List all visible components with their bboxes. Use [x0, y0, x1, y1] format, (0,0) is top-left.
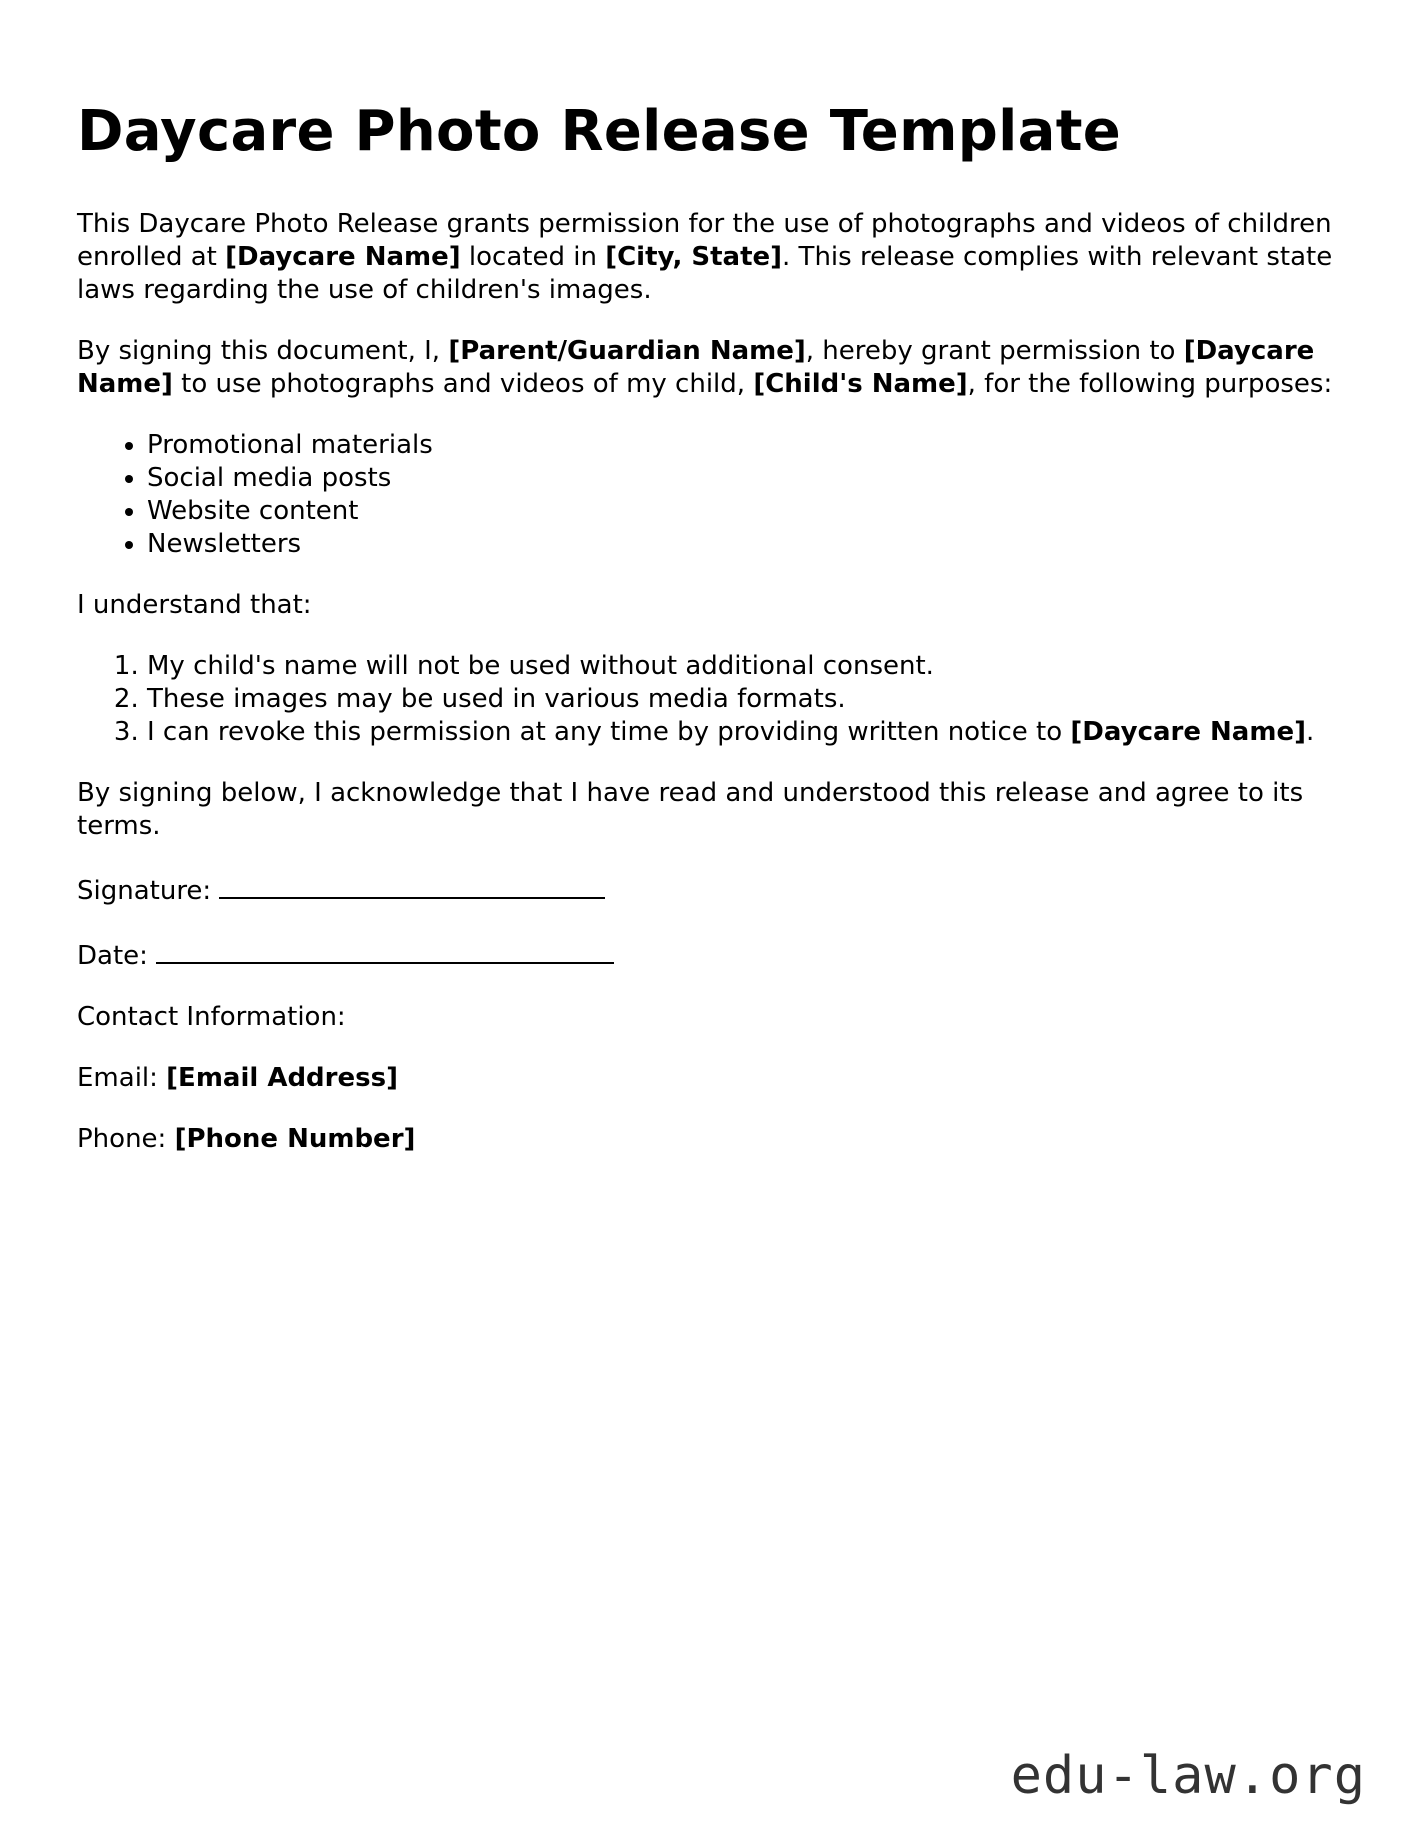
phone-label: Phone: — [77, 1124, 175, 1154]
daycare-name-placeholder: [Daycare Name] — [225, 242, 461, 272]
document-title: Daycare Photo Release Template — [77, 99, 1122, 164]
signature-line[interactable] — [219, 871, 605, 899]
contact-label: Contact Information: — [77, 1002, 346, 1032]
child-name-placeholder: [Child's Name] — [753, 369, 968, 399]
phone-placeholder: [Phone Number] — [174, 1124, 416, 1154]
grant-text-2: , hereby grant permission to — [805, 336, 1184, 366]
grant-paragraph — [77, 335, 1347, 401]
date-label: Date: — [77, 941, 157, 971]
revoke-text: I can revoke this permission at any time by providing written notice to — [147, 717, 1071, 747]
list-item: 2. These images may be used in various media formats. — [147, 683, 1347, 716]
list-item — [147, 716, 1347, 749]
city-state-placeholder: [City, State] — [605, 242, 783, 272]
parent-name-placeholder: [Parent/Guardian Name] — [448, 336, 806, 366]
intro-text-1: This Daycare Photo Release grants permission for the use of photographs and videos of children enrolled at — [77, 209, 1332, 272]
acknowledge-paragraph: By signing below, I acknowledge that I have read and understood this release and agree to its terms. — [77, 778, 1304, 841]
revoke-period: . — [1305, 717, 1315, 747]
list-item: • Promotional materials — [147, 429, 1347, 462]
grant-text-4: , for the following purposes: — [967, 369, 1333, 399]
grant-text-3: to use photographs and videos of my child, — [172, 369, 754, 399]
intro-text-2: located in — [460, 242, 606, 272]
email-label: Email: — [77, 1063, 167, 1093]
intro-text-3: . This release complies with relevant state laws regarding the use of children's images. — [77, 242, 1333, 305]
daycare-name-placeholder: [Daycare Name] — [77, 336, 1315, 399]
signature-row — [77, 871, 1347, 908]
email-row — [77, 1062, 1347, 1095]
date-line[interactable] — [156, 936, 614, 964]
list-item: • Website content — [147, 495, 1347, 528]
daycare-name-placeholder: [Daycare Name] — [1070, 717, 1306, 747]
intro-paragraph — [77, 208, 1347, 307]
signature-label: Signature: — [77, 876, 220, 906]
list-item: 1. My child's name will not be used without additional consent. — [147, 650, 1347, 683]
site-watermark: edu-law.org — [1010, 1746, 1366, 1806]
phone-row — [77, 1123, 1347, 1156]
grant-text-1: By signing this document, I, — [77, 336, 449, 366]
document-page — [77, 96, 1347, 1184]
purposes-list — [77, 429, 1347, 561]
terms-list — [77, 650, 1347, 749]
understand-label: I understand that: — [77, 590, 312, 620]
date-row — [77, 936, 1347, 973]
list-item: • Social media posts — [147, 462, 1347, 495]
list-item: • Newsletters — [147, 528, 1347, 561]
email-placeholder: [Email Address] — [166, 1063, 398, 1093]
